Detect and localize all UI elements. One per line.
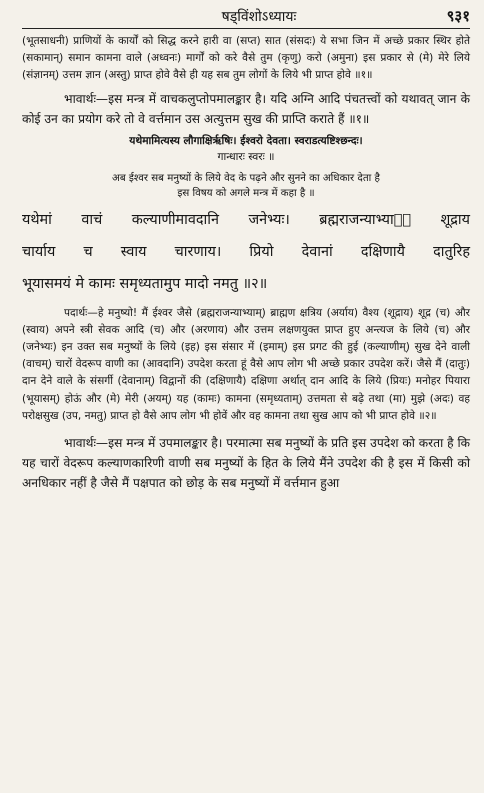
page-header [22,6,470,28]
mantra-meta-line2: गान्धारः स्वरः ॥ [217,150,275,163]
bhavartha-previous: भावार्थः—इस मन्त्र में वाचकलुप्तोपमालङ्कार है। यदि अग्नि आदि पंचतत्त्वों को यथावत् जान के कोई उन का प्रयोग करे तो वे वर्त्तमान उस अत्युत्तम सुख की प्राप्ति कराते हैं ॥१॥ [22,91,470,126]
padartha: पदार्थः—हे मनुष्यो! मैं ईश्वर जैसे (ब्रह्मराजन्याभ्याम्) ब्राह्मण क्षत्रिय (अर्याय) वैश्य (शूद्राय) शूद्र (च) और (स्वाय) अपने स्त्री सेवक आदि (च) और (अरणाय) और उत्तम लक्षणयुक्त प्राप्त हुए अन्त्यज के लिये (च) और (जनेभ्यः) इन उक्त सब मनुष्यों के लिये (इह) इस संसार में (इमाम्) इस प्रगट की हुई (कल्याणीम्) सुख देने वाली (वाचम्) चारों वेदरूप वाणी का (आवदानि) उपदेश करता हूं वैसे आप लोग भी अच्छे प्रकार उपदेश करें। जैसे मैं (दातुः) दान देने वाले के संसर्गी (देवानाम्) विद्वानों की (दक्षिणायै) दक्षिणा अर्थात् दान आदि के लिये (प्रियः) मनोहर पियारा (भूयासम्) होऊं और (मे) मेरी (अयम्) यह (कामः) कामना (समृध्यताम्) उत्तमता से बढ़े तथा (मा) मुझे (अदः) वह परोक्षसुख (उप, नमतु) प्राप्त हो वैसे आप लोग भी होवें और वह कामना तथा सुख आप को भी प्राप्त होवे ॥२॥ [22,306,470,422]
intro-line2: इस विषय को अगले मन्त्र में कहा है ॥ [177,187,315,199]
mantra-line3: भूयासमयं मे कामः समृध्यतामुप मादो नमतु ॥२॥ [22,275,268,292]
padartha-continued: (भूतसाधनी) प्राणियों के कार्यों को सिद्ध करने हारी वा (सप्त) सात (संसदः) ये सभा जिन में अच्छे प्रकार स्थिर होते (सकामान्) समान कामना वाले (अध्वनः) मार्गों को करे वैसे तुम (कृणु) करो (अमुना) इस प्रकार से (मे) मेरे लिये (संज्ञानम्) उत्तम ज्ञान (अस्तु) प्राप्त होवे वैसे ही यह सब तुम लोगों के लिये भी प्राप्त होवे ॥१॥ [22,35,470,82]
chapter-title: षड्विंशोऽध्यायः [221,9,297,25]
header-rule [22,28,470,29]
page-number: ९३१ [446,7,470,25]
mantra-line2: चार्याय च स्वाय चारणाय। प्रियो देवानां दक्षिणायै दातुरिह [22,243,470,260]
mantra-line1: यथेमां वाचं कल्याणीमावदानि जनेभ्यः। ब्रह्मराजन्याभ्याᳬं शूद्राय [22,211,470,228]
intro-line1: अब ईश्वर सब मनुष्यों के लिये वेद के पढ़ने और सुनने का अधिकार देता है [112,172,380,184]
mantra-meta-line1: यथेमामित्यस्य लौगाक्षिर्ऋषिः। ईश्वरो देवता। स्वराडत्यष्टिश्छन्दः। [129,134,363,147]
bhavartha: भावार्थः—इस मन्त्र में उपमालङ्कार है। परमात्मा सब मनुष्यों के प्रति इस उपदेश को करता है कि यह चारों वेदरूप कल्याणकारिणी वाणी सब मनुष्यों के हित के लिये मैंने उपदेश की है इस में किसी को अनधिकार नहीं है जैसे मैं पक्षपात को छोड़ के सब मनुष्यों में वर्त्तमान हुआ [22,436,470,491]
